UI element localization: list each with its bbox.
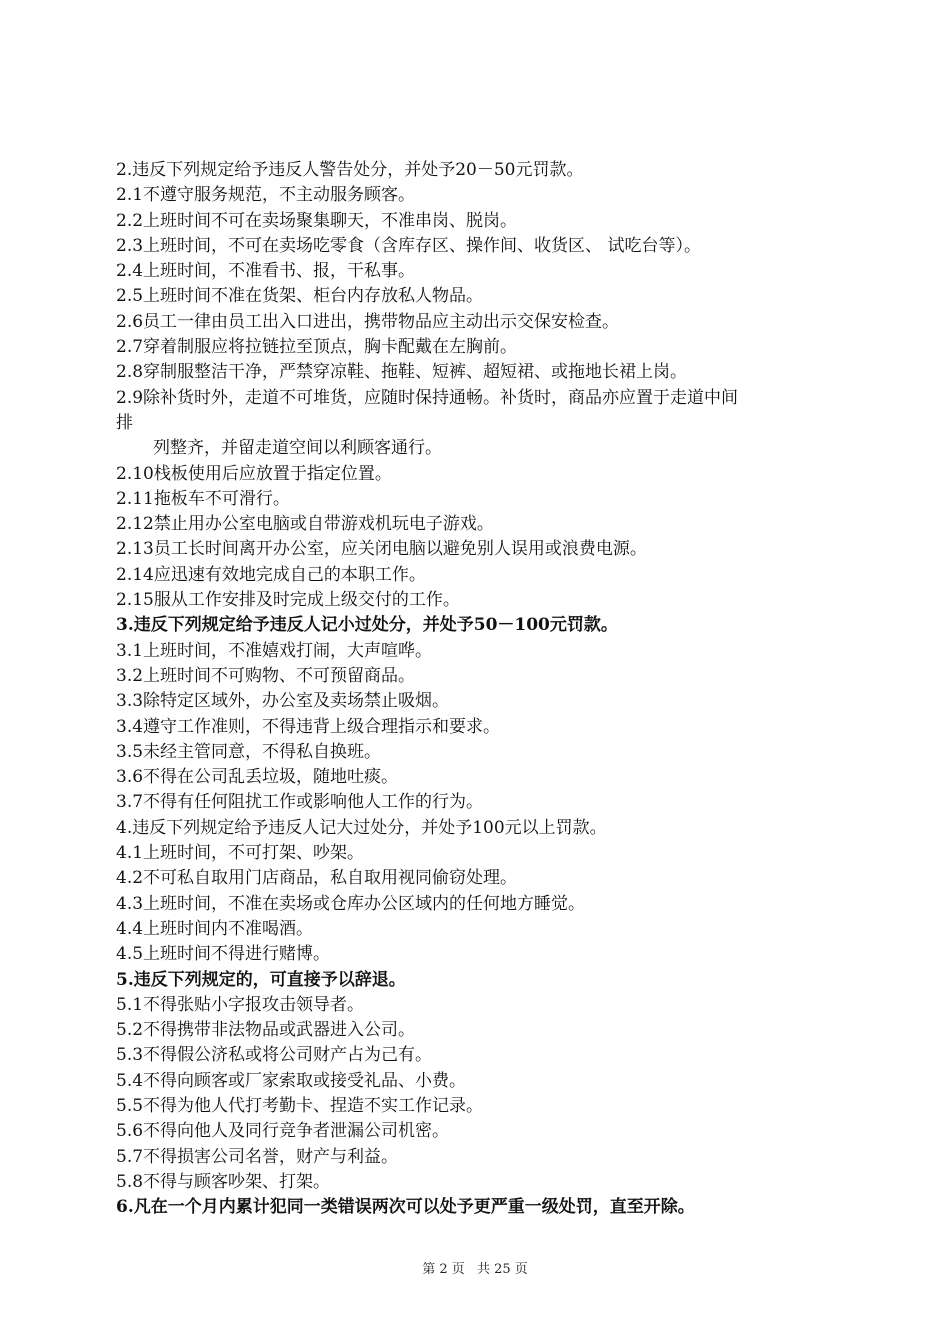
rule-line: 2.6员工一律由员工出入口进出，携带物品应主动出示交保安检查。 — [116, 311, 620, 332]
page-total: 共 25 页 — [476, 1262, 528, 1277]
rule-line: 3.2上班时间不可购物、不可预留商品。 — [116, 665, 416, 686]
page-footer — [0, 1258, 950, 1277]
rule-line: 2.12禁止用办公室电脑或自带游戏机玩电子游戏。 — [116, 514, 494, 535]
page-number: 第 2 页 — [422, 1262, 465, 1277]
rule-line: 2.违反下列规定给予违反人警告处分，并处予20－50元罚款。 — [116, 160, 584, 180]
rule-line: 3.6不得在公司乱丢垃圾，随地吐痰。 — [116, 767, 399, 788]
rule-line: 3.3除特定区域外，办公室及卖场禁止吸烟。 — [116, 691, 450, 712]
rule-line: 2.3上班时间，不可在卖场吃零食（含库存区、操作间、收货区、 试吃台等）。 — [116, 235, 701, 256]
rule-line: 2.10栈板使用后应放置于指定位置。 — [116, 463, 392, 484]
rule-line: 2.5上班时间不准在货架、柜台内存放私人物品。 — [116, 286, 484, 307]
rule-line: 4.4上班时间内不准喝酒。 — [116, 918, 314, 939]
rule-line: 5.5不得为他人代打考勤卡、捏造不实工作记录。 — [116, 1095, 484, 1116]
rule-line: 2.7穿着制服应将拉链拉至顶点，胸卡配戴在左胸前。 — [116, 337, 518, 358]
rule-line: 2.9除补货时外，走道不可堆货，应随时保持通畅。补货时，商品亦应置于走道中间 — [116, 387, 739, 408]
rule-line: 3.7不得有任何阻扰工作或影响他人工作的行为。 — [116, 792, 484, 813]
rule-line: 列整齐，并留走道空间以利顾客通行。 — [153, 438, 442, 459]
rule-line: 2.1不遵守服务规范，不主动服务顾客。 — [116, 185, 416, 206]
rule-line: 2.11拖板车不可滑行。 — [116, 488, 290, 509]
rule-line: 5.3不得假公济私或将公司财产占为己有。 — [116, 1045, 433, 1066]
rule-line: 3.4遵守工作准则，不得违背上级合理指示和要求。 — [116, 716, 501, 737]
rule-line: 3.5未经主管同意，不得私自换班。 — [116, 741, 382, 762]
rule-line: 2.15服从工作安排及时完成上级交付的工作。 — [116, 590, 460, 611]
rule-line: 4.3上班时间，不准在卖场或仓库办公区域内的任何地方睡觉。 — [116, 893, 586, 914]
rule-line: 5.4不得向顾客或厂家索取或接受礼品、小费。 — [116, 1070, 467, 1091]
rule-line: 2.8穿制服整洁干净，严禁穿凉鞋、拖鞋、短裤、超短裙、或拖地长裙上岗。 — [116, 362, 688, 383]
section-heading: 3.违反下列规定给予违反人记小过处分，并处予50－100元罚款。 — [116, 615, 618, 636]
rule-line: 4.5上班时间不得进行赌博。 — [116, 944, 331, 965]
rule-line: 4.2不可私自取用门店商品，私自取用视同偷窃处理。 — [116, 868, 518, 889]
document-body — [116, 158, 846, 1220]
rule-line: 4.1上班时间，不可打架、吵架。 — [116, 843, 365, 864]
rule-line: 5.1不得张贴小字报攻击领导者。 — [116, 994, 365, 1015]
rule-line: 5.8不得与顾客吵架、打架。 — [116, 1171, 331, 1192]
section-heading: 5.违反下列规定的，可直接予以辞退。 — [116, 969, 406, 990]
rule-line: 2.13员工长时间离开办公室，应关闭电脑以避免别人误用或浪费电源。 — [116, 539, 647, 560]
rule-line: 5.6不得向他人及同行竞争者泄漏公司机密。 — [116, 1121, 450, 1142]
rule-line: 2.2上班时间不可在卖场聚集聊天，不准串岗、脱岗。 — [116, 210, 518, 231]
rule-line: 2.14应迅速有效地完成自己的本职工作。 — [116, 564, 426, 585]
rule-line: 4.违反下列规定给予违反人记大过处分，并处予100元以上罚款。 — [116, 817, 607, 838]
rule-line: 排 — [116, 412, 133, 433]
section-heading: 6.凡在一个月内累计犯同一类错误两次可以处予更严重一级处罚，直至开除。 — [116, 1197, 695, 1218]
rule-line: 3.1上班时间，不准嬉戏打闹，大声喧哗。 — [116, 640, 433, 661]
rule-line: 5.2不得携带非法物品或武器进入公司。 — [116, 1020, 416, 1041]
rule-line: 2.4上班时间，不准看书、报，干私事。 — [116, 261, 416, 282]
rule-line: 5.7不得损害公司名誉，财产与利益。 — [116, 1146, 399, 1167]
